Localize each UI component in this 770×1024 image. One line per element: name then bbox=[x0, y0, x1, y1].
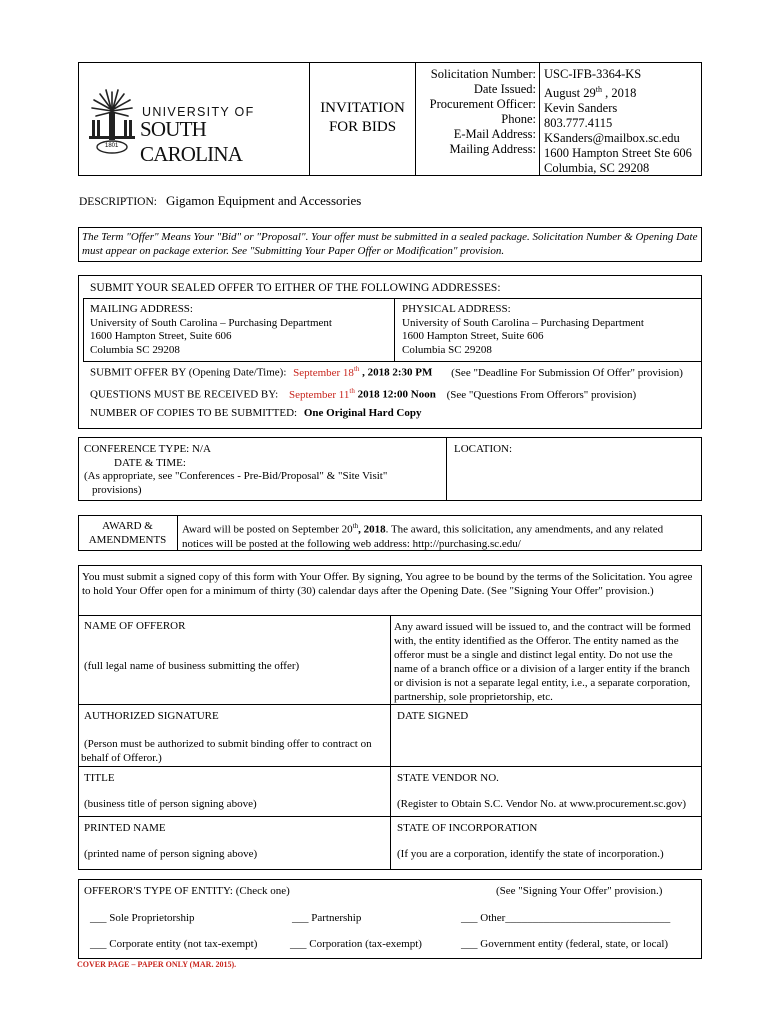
description-value: Gigamon Equipment and Accessories bbox=[165, 193, 362, 208]
mailing-address-block bbox=[90, 303, 332, 357]
option-other[interactable]: ___ Other______________________________ bbox=[461, 912, 671, 924]
conference-type: CONFERENCE TYPE: N/A bbox=[84, 443, 211, 455]
address-divider bbox=[394, 298, 395, 362]
mailing-line2: 1600 Hampton Street, Suite 606 bbox=[90, 330, 232, 342]
authorized-signature-label: AUTHORIZED SIGNATURE bbox=[84, 710, 219, 722]
title-line2: FOR BIDS bbox=[328, 119, 397, 135]
entity-note: Any award issued will be issued to, and the contract will be formed with, the entity identified as the Offeror. The entity named as the offeror must be a single and distinct legal entity. Do not use the name of a branch office or a division of a larger entity if the branch or division is not a separate legal entity, i.e., a separate corporation, partnership, sole proprietorship, etc. bbox=[394, 621, 691, 703]
authorized-signature-note: (Person must be authorized to submit binding offer to contract on behalf of Offeror.) bbox=[81, 738, 372, 764]
signing-col-divider bbox=[390, 615, 391, 870]
procurement-officer: Kevin Sanders bbox=[544, 101, 618, 116]
signing-row-line2 bbox=[78, 766, 702, 767]
university-line2: SOUTH CAROLINA bbox=[140, 117, 243, 166]
description-label: DESCRIPTION: bbox=[79, 196, 157, 208]
physical-line2: 1600 Hampton Street, Suite 606 bbox=[402, 330, 544, 342]
conference-location: LOCATION: bbox=[454, 443, 513, 455]
option-corporation-tax-exempt[interactable]: ___ Corporation (tax-exempt) bbox=[290, 938, 422, 950]
conference-note-line1: (As appropriate, see "Conferences - Pre-Bid/Proposal" & "Site Visit" bbox=[84, 470, 388, 482]
questions-note: (See "Questions From Offerors" provision) bbox=[446, 388, 637, 401]
vendor-no-label: STATE VENDOR NO. bbox=[397, 772, 499, 784]
signing-inner-left bbox=[78, 615, 79, 870]
questions-date: September 11 bbox=[289, 388, 350, 401]
physical-line3: Columbia SC 29208 bbox=[402, 343, 492, 356]
copies-label: NUMBER OF COPIES TO BE SUBMITTED: bbox=[90, 407, 298, 419]
conference-date: DATE & TIME: bbox=[114, 456, 186, 469]
name-of-offeror-field[interactable] bbox=[84, 634, 384, 656]
offer-by-row: SUBMIT OFFER BY (Opening Date/Time): September 18th , 2018 2:30 PM (See "Deadline For Submission Of Offer" provision) bbox=[90, 365, 683, 379]
option-government-entity[interactable]: ___ Government entity (federal, state, or local) bbox=[461, 938, 669, 950]
usc-logo bbox=[86, 84, 306, 166]
award-web-address: notices will be posted at the following web address: http://purchasing.sc.edu/ bbox=[182, 537, 521, 550]
mailing-line1: University of South Carolina – Purchasing Department bbox=[90, 316, 332, 329]
title-field[interactable] bbox=[84, 784, 384, 798]
signing-row-line3 bbox=[78, 816, 702, 817]
signing-intro: You must submit a signed copy of this form with Your Offer. By signing, You agree to be bound by the terms of the Solicitation. You agree to hold Your Offer open for a minimum of thirty (30) calendar days after the Opening Date. (See "Signing Your Offer" provision.) bbox=[82, 571, 693, 597]
date-signed-label: DATE SIGNED bbox=[397, 710, 469, 722]
award-label-line1: AWARD & bbox=[102, 520, 153, 532]
conference-note-line2: provisions) bbox=[92, 483, 142, 496]
description bbox=[79, 193, 361, 209]
award-label bbox=[79, 519, 176, 547]
submit-heading: SUBMIT YOUR SEALED OFFER TO EITHER OF THE FOLLOWING ADDRESSES: bbox=[90, 282, 501, 294]
offer-note: The Term "Offer" Means Your "Bid" or "Proposal". Your offer must be submitted in a sealed package. Solicitation Number & Opening Date must appear on package exterior. See "Submitting Your Paper Offer or Modification" provision. bbox=[82, 231, 698, 257]
university-line1: UNIVERSITY OF bbox=[142, 105, 255, 119]
offer-by-label: SUBMIT OFFER BY (Opening Date/Time): bbox=[90, 366, 287, 379]
award-text: Award will be posted on September 20th, 2018. The award, this solicitation, any amendments, and any related notices will be posted at the following web address: http://purchasing.sc.edu/ bbox=[182, 522, 664, 550]
authorized-signature-field[interactable] bbox=[84, 722, 384, 736]
mailing-address-line2: Columbia, SC 29208 bbox=[544, 161, 650, 176]
title-note: (business title of person signing above) bbox=[84, 798, 257, 810]
physical-address-block bbox=[402, 303, 644, 357]
incorporation-field[interactable] bbox=[397, 834, 697, 848]
seal-year: 1801 bbox=[105, 143, 119, 149]
name-of-offeror-note: (full legal name of business submitting the offer) bbox=[84, 660, 300, 672]
incorporation-label: STATE OF INCORPORATION bbox=[397, 822, 538, 834]
offer-by-note: (See "Deadline For Submission Of Offer" provision) bbox=[451, 366, 683, 379]
footer-cover-page: COVER PAGE – PAPER ONLY (MAR. 2015). bbox=[77, 960, 237, 969]
questions-time: 2018 12:00 Noon bbox=[357, 388, 436, 401]
option-partnership[interactable]: ___ Partnership bbox=[292, 912, 362, 924]
mailing-address-line1: 1600 Hampton Street Ste 606 bbox=[544, 146, 692, 161]
copies-row bbox=[90, 407, 422, 419]
option-sole-proprietorship[interactable]: ___ Sole Proprietorship bbox=[90, 912, 195, 924]
header-divider-3 bbox=[539, 62, 540, 176]
date-issued-label: Date Issued: bbox=[473, 82, 536, 96]
questions-label: QUESTIONS MUST BE RECEIVED BY: bbox=[90, 388, 279, 401]
award-divider bbox=[177, 515, 178, 551]
printed-name-field[interactable] bbox=[84, 834, 384, 848]
vendor-no-field[interactable] bbox=[397, 784, 697, 798]
offer-by-time: , 2018 2:30 PM bbox=[362, 366, 433, 379]
email-label: E-Mail Address: bbox=[453, 127, 536, 141]
option-corporate-entity[interactable]: ___ Corporate entity (not tax-exempt) bbox=[90, 938, 258, 950]
questions-row: QUESTIONS MUST BE RECEIVED BY: September 11th 2018 12:00 Noon (See "Questions From Offerors" provision) bbox=[90, 387, 637, 401]
mailing-line3: Columbia SC 29208 bbox=[90, 343, 180, 356]
solicitation-values bbox=[544, 67, 700, 176]
vendor-no-note: (Register to Obtain S.C. Vendor No. at www.procurement.sc.gov) bbox=[397, 798, 687, 810]
entity-type-note: (See "Signing Your Offer" provision.) bbox=[496, 885, 663, 897]
procurement-officer-label: Procurement Officer: bbox=[429, 97, 536, 111]
phone-label: Phone: bbox=[501, 112, 536, 126]
printed-name-note: (printed name of person signing above) bbox=[84, 848, 258, 860]
name-of-offeror-label: NAME OF OFFEROR bbox=[84, 620, 186, 632]
solicitation-labels bbox=[416, 67, 536, 157]
incorporation-note: (If you are a corporation, identify the state of incorporation.) bbox=[397, 848, 664, 860]
conference-divider bbox=[446, 437, 447, 501]
solicitation-number-label: Solicitation Number: bbox=[430, 67, 536, 81]
title-line1: INVITATION bbox=[320, 100, 405, 116]
phone: 803.777.4115 bbox=[544, 116, 613, 131]
mailing-title: MAILING ADDRESS: bbox=[90, 303, 193, 315]
copies-value: One Original Hard Copy bbox=[303, 407, 422, 419]
printed-name-label: PRINTED NAME bbox=[84, 822, 166, 834]
date-issued: August 29th , 2018 bbox=[544, 85, 637, 101]
page-title bbox=[310, 99, 415, 137]
physical-title: PHYSICAL ADDRESS: bbox=[402, 303, 511, 315]
award-label-line2: AMENDMENTS bbox=[88, 534, 167, 546]
solicitation-number: USC-IFB-3364-KS bbox=[544, 67, 642, 81]
title-label: TITLE bbox=[84, 772, 115, 784]
entity-type-label: OFFEROR'S TYPE OF ENTITY: (Check one) bbox=[84, 885, 290, 897]
email-address[interactable]: KSanders@mailbox.sc.edu bbox=[544, 131, 680, 146]
signing-row-line1 bbox=[78, 704, 702, 705]
offer-by-date: September 18 bbox=[293, 366, 354, 379]
physical-line1: University of South Carolina – Purchasing Department bbox=[402, 316, 644, 329]
conference-block bbox=[84, 443, 387, 497]
date-signed-field[interactable] bbox=[397, 724, 697, 762]
mailing-address-label: Mailing Address: bbox=[449, 142, 536, 156]
